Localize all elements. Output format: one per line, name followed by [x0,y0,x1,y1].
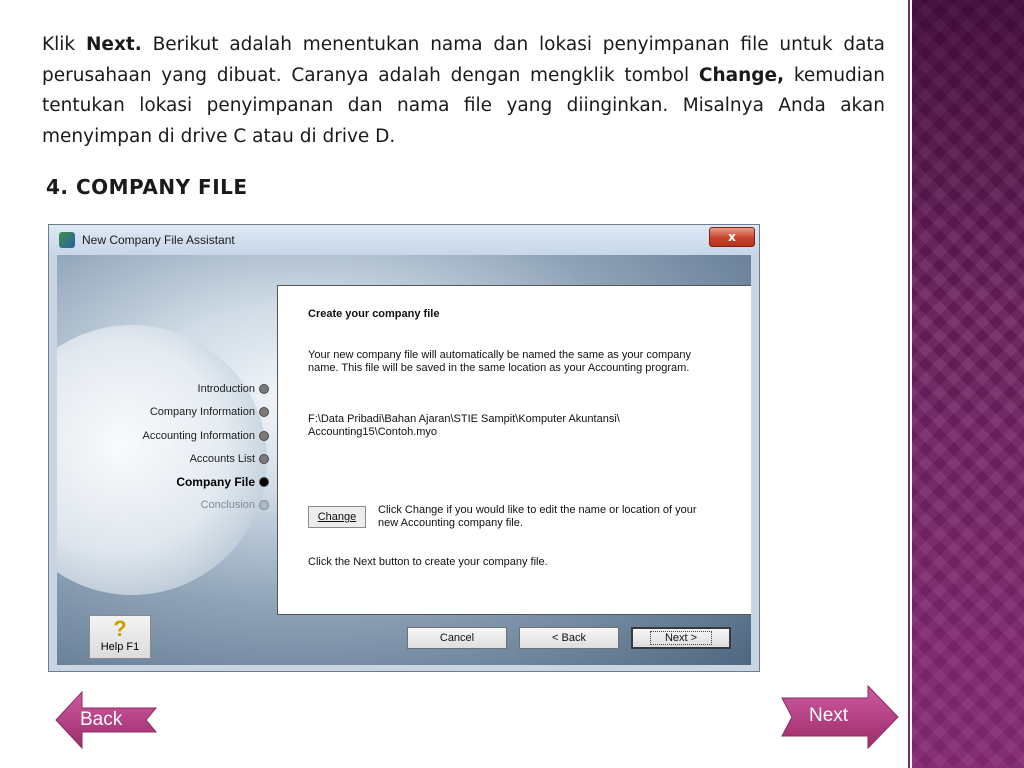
file-path-line: Accounting15\Contoh.myo [308,426,438,438]
dialog-titlebar[interactable] [49,225,759,255]
panel-description: Your new company file will automatically be named the same as your company name. This file will be saved in the same location as your Accounting program. [308,349,691,374]
dialog-title: New Company File Assistant [82,233,235,247]
help-button-label: Help F1 [100,641,140,653]
step-label: Company Information [149,406,255,418]
change-description: Click Change if you would like to edit the name or location of your new Accounting company file. [378,504,697,529]
paragraph-text: Klik [42,34,86,55]
cancel-button[interactable]: Cancel [407,627,507,649]
paragraph-bold-change: Change, [698,64,785,86]
change-button-label: Change [317,511,357,523]
section-heading: 4. COMPANY FILE [46,175,248,199]
step-label: Conclusion [200,499,255,511]
step-introduction [198,383,269,395]
paragraph-bold-next: Next. [85,34,142,55]
paragraph-text: Berikut adalah menentukan nama dan lokasi penyimpanan file untuk data perusahaan yang dibuat. Caranya adalah dengan mengklik tombol [42,34,886,86]
app-icon [59,232,75,248]
nav-next-label: Next [809,705,849,726]
nav-back-label: Back [80,709,123,730]
help-question-icon: ? [113,616,127,641]
paragraph-text: kemudian tentukan lokasi penyimpanan dan nama file yang diinginkan. Misalnya Anda akan menyimpan di drive C atau di drive D. [42,64,885,147]
step-conclusion [201,499,269,511]
step-label: Company File [176,475,255,489]
file-path [308,413,688,439]
step-dot-icon [259,477,269,487]
back-button[interactable]: < Back [519,627,619,649]
dialog-client-area [57,255,751,665]
step-accounting-information [142,430,269,442]
help-button[interactable] [89,615,151,659]
instruction-paragraph [42,30,885,152]
next-hint: Click the Next button to create your company file. [308,556,548,568]
decorative-side-band [912,0,1024,768]
panel-title: Create your company file [308,308,440,320]
nav-back-button[interactable] [54,690,158,750]
step-label: Introduction [197,383,255,395]
step-dot-icon [259,454,269,464]
step-accounts-list [190,453,269,465]
close-button[interactable]: x [709,227,755,247]
step-dot-icon [259,500,269,510]
next-button-label: Next > [650,631,712,645]
step-dot-icon [259,384,269,394]
file-path-line: F:\Data Pribadi\Bahan Ajaran\STIE Sampit\Komputer Akuntansi\ [308,413,620,425]
new-company-file-dialog [48,224,760,672]
side-divider [908,0,910,768]
next-button[interactable] [631,627,731,649]
step-company-information [150,406,269,418]
step-label: Accounting Information [142,430,255,442]
change-button[interactable] [308,506,366,528]
content-panel [277,285,751,615]
step-company-file [176,475,269,489]
step-dot-icon [259,407,269,417]
step-dot-icon [259,431,269,441]
nav-next-button[interactable] [780,684,900,750]
step-label: Accounts List [189,453,255,465]
